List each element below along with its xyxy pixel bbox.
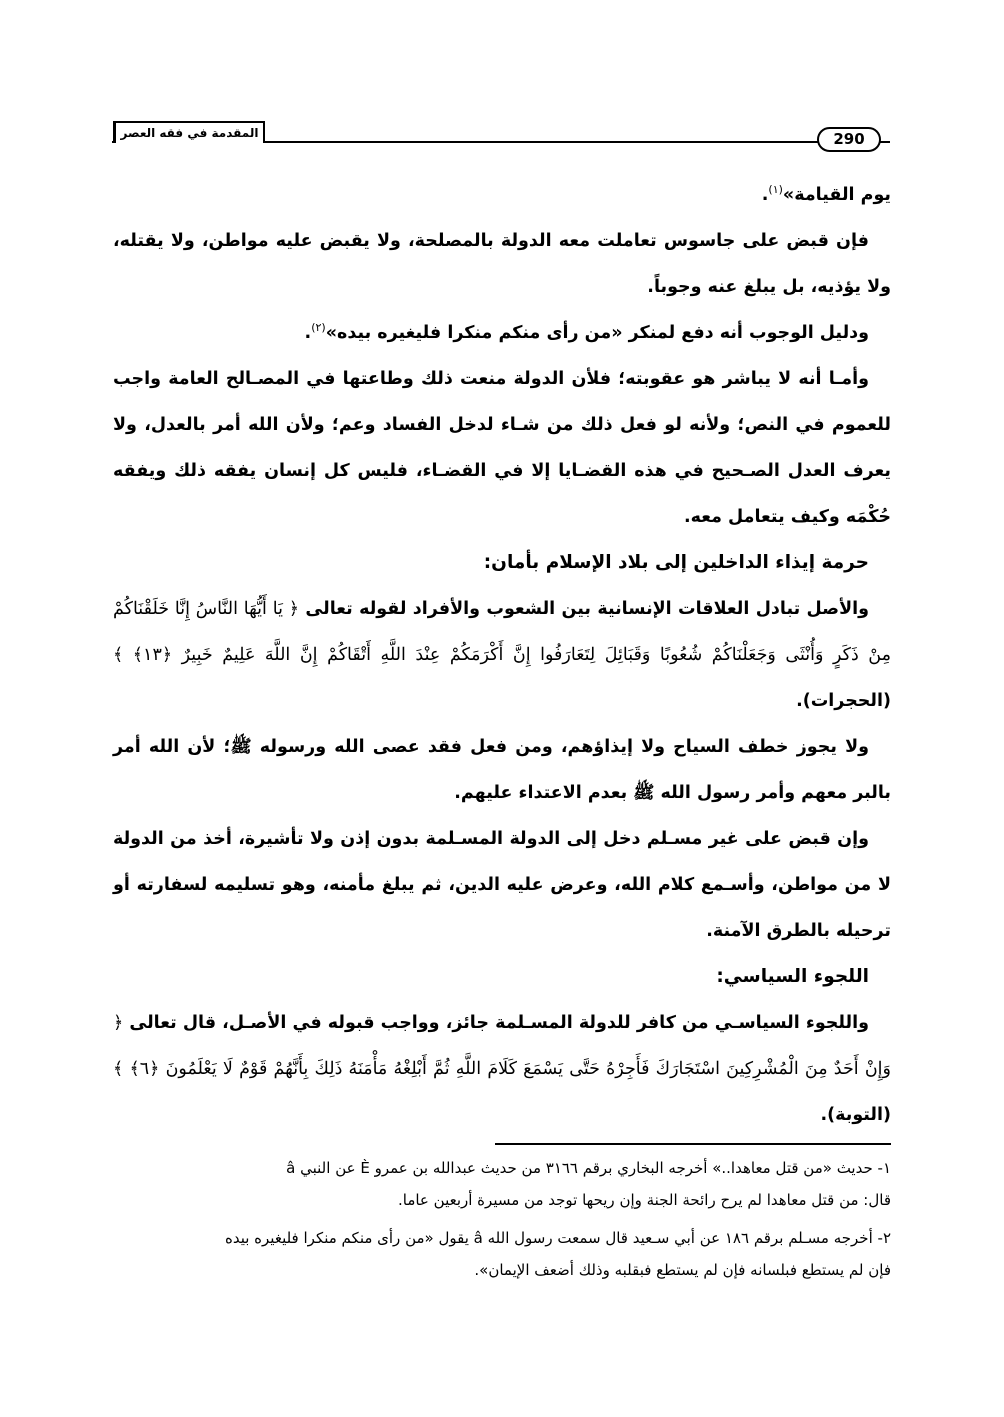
surah-ref-hujurat: (الحجرات). [796,691,891,711]
footnote-2-line-2: فإن لم يستطع فبلسانه فإن لم يستطع فبقلبه وذلك أضعف الإيمان». [474,1261,891,1279]
section-heading-asylum: اللجوء السياسي: [716,966,869,987]
paragraph-3: ودليل الوجوب أنه دفع لمنكر «من رأى منكم منكرا فليغيره بيده»$^{(٢)}$. [304,321,869,343]
footnotes [113,1152,891,1286]
page-number: 290 [817,127,881,152]
paragraph-8: واللجوء السياسـي من كافر للدولة المسـلمة جائز، وواجب قبوله في الأصـل، قال تعالى ﴿ وَإِنْ أَحَدٌ مِنَ الْمُشْرِكِينَ اسْتَجَارَكَ فَأَجِرْهُ حَتَّى يَسْمَعَ كَلَامَ اللَّهِ ثُمَّ أَبْلِغْهُ مَأْمَنَهُ ذَلِكَ بِأَنَّهُمْ قَوْمٌ لَا يَعْلَمُونَ ﴿٦﴾ ﴾ (التوبة). [113,1013,891,1125]
body-text [113,172,891,1138]
footnote-1-line-1: ١- حديث «من قتل معاهدا..» أخرجه البخاري برقم ٣١٦٦ من حديث عبدالله بن عمرو È عن النبي â [286,1159,891,1177]
quran-verse-hujurat: ﴿ يَا أَيُّهَا النَّاسُ إِنَّا خَلَقْنَاكُمْ مِنْ ذَكَرٍ وَأُنْثَى وَجَعَلْنَاكُمْ شُعُوبًا وَقَبَائِلَ لِتَعَارَفُوا إِنَّ أَكْرَمَكُمْ عِنْدَ اللَّهِ أَتْقَاكُمْ إِنَّ اللَّهَ عَلِيمٌ خَبِيرٌ ﴿١٣﴾ ﴾ [113,599,891,665]
paragraph-2: فإن قبض على جاسوس تعاملت معه الدولة بالمصلحة، ولا يقبض عليه مواطن، ولا يقتله، ولا يؤذيه، بل يبلغ عنه وجوباً. [113,231,891,297]
footnote-ref-1: (١) [768,183,783,197]
footnote-ref-2: (٢) [311,321,326,335]
paragraph-5: والأصل تبادل العلاقات الإنسانية بين الشعوب والأفراد لقوله تعالى ﴿ يَا أَيُّهَا النَّاسُ إِنَّا خَلَقْنَاكُمْ مِنْ ذَكَرٍ وَأُنْثَى وَجَعَلْنَاكُمْ شُعُوبًا وَقَبَائِلَ لِتَعَارَفُوا إِنَّ أَكْرَمَكُمْ عِنْدَ اللَّهِ أَتْقَاكُمْ إِنَّ اللَّهَ عَلِيمٌ خَبِيرٌ ﴿١٣﴾ ﴾ (الحجرات). [113,599,891,711]
paragraph-1: يوم القيامة»$^{(١)}$. [761,183,891,205]
footnote-separator [495,1143,891,1145]
surah-ref-tawbah: (التوبة). [820,1105,891,1125]
footnote-2-line-1: ٢- أخرجه مسـلم برقم ١٨٦ عن أبي سـعيد قال سمعت رسول الله â يقول «من رأى منكم منكرا فليغيره بيده [224,1229,891,1247]
paragraph-7: وإن قبض على غير مسـلم دخل إلى الدولة المسـلمة بدون إذن ولا تأشيرة، أخذ من الدولة لا من مواطن، وأسـمع كلام الله، وعرض عليه الدين، ثم يبلغ مأمنه، وهو تسليمه لسفارته أو ترحيله بالطرق الآمنة. [113,829,891,941]
running-header-book-title: المقدمة في فقه العصر [113,121,265,143]
section-heading-protection: حرمة إيذاء الداخلين إلى بلاد الإسلام بأمان: [483,552,869,573]
footnote-1-line-2: قال: من قتل معاهدا لم يرح رائحة الجنة وإن ريحها توجد من مسيرة أربعين عاما. [397,1191,891,1209]
paragraph-4: وأمـا أنه لا يباشر هو عقوبته؛ فلأن الدولة منعت ذلك وطاعتها في المصـالح العامة واجب للعموم في النص؛ ولأنه لو فعل ذلك من شـاء لدخل الفساد وعم؛ ولأن الله أمر بالعدل، ولا يعرف العدل الصـحيح في هذه القضـايا إلا في القضـاء، فليس كل إنسان يفقه ذلك ويفقه حُكْمَه وكيف يتعامل معه. [113,369,891,527]
quran-verse-tawbah: ﴿ وَإِنْ أَحَدٌ مِنَ الْمُشْرِكِينَ اسْتَجَارَكَ فَأَجِرْهُ حَتَّى يَسْمَعَ كَلَامَ اللَّهِ ثُمَّ أَبْلِغْهُ مَأْمَنَهُ ذَلِكَ بِأَنَّهُمْ قَوْمٌ لَا يَعْلَمُونَ ﴿٦﴾ ﴾ [113,1013,891,1079]
paragraph-6: ولا يجوز خطف السياح ولا إيذاؤهم، ومن فعل فقد عصى الله ورسوله ﷺ؛ لأن الله أمر بالبر معهم وأمر رسول الله ﷺ بعدم الاعتداء عليهم. [113,737,891,803]
